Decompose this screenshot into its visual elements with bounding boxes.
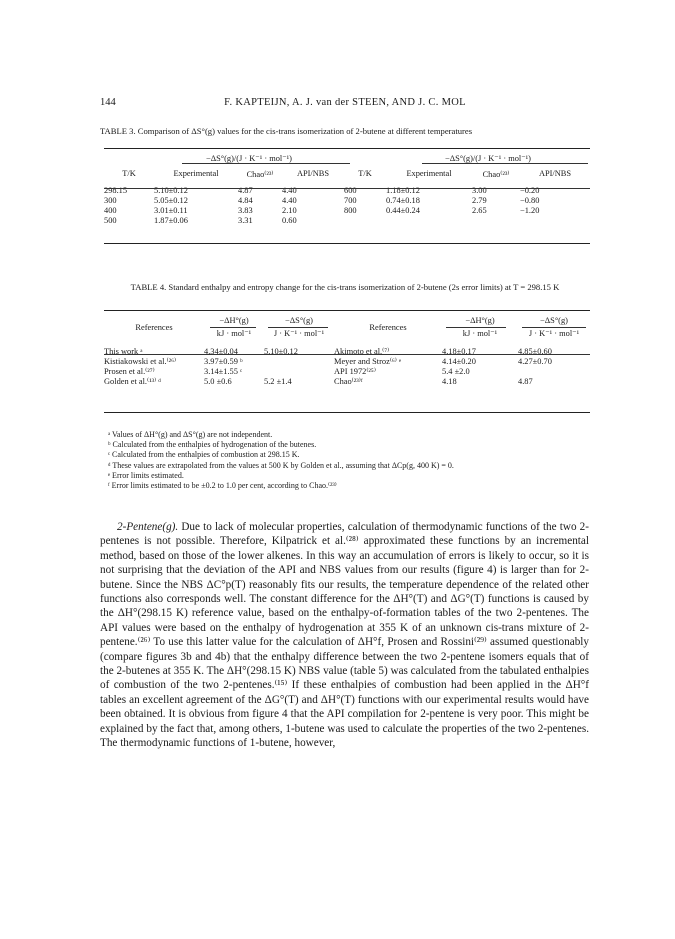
table3-header-rule	[104, 188, 590, 189]
cell: 4.14±0.20	[442, 357, 476, 366]
table4-col-references-2: References	[369, 322, 407, 332]
table4-footnotes	[108, 430, 588, 491]
cell: 300	[104, 196, 117, 205]
cell: This work ᵃ	[104, 347, 143, 356]
cell: 5.10±0.12	[264, 347, 298, 356]
cell	[472, 216, 520, 226]
cell: −0.20	[520, 186, 540, 195]
cell: 500	[104, 216, 117, 225]
table3-col-experimental-2: Experimental	[406, 169, 452, 178]
table3-group-header-right: −ΔS°(g)/(J · K⁻¹ · mol⁻¹)	[445, 154, 531, 163]
table4-header-rule	[104, 354, 590, 355]
cell: 3.31	[238, 216, 253, 225]
table4-dh-rule	[210, 327, 256, 328]
cell: Chao⁽²³⁾ᶠ	[334, 377, 363, 386]
table4-ds-rule	[268, 327, 328, 328]
cell: 4.34±0.04	[204, 347, 238, 356]
cell	[520, 216, 590, 226]
cell: 2.65	[472, 206, 487, 215]
cell	[264, 367, 334, 377]
section-heading: 2-Pentene(g).	[117, 521, 179, 533]
cell: Golden et al.⁽¹³⁾ ᵈ	[104, 377, 161, 386]
cell: 4.27±0.70	[518, 357, 552, 366]
cell: 298.15	[104, 186, 128, 195]
cell: 400	[104, 206, 117, 215]
table-row	[104, 357, 590, 367]
table4-caption: TABLE 4. Standard enthalpy and entropy change for the cis-trans isomerization of 2-butene (2s error limits) at T = 298.15 K	[130, 282, 560, 292]
page-number: 144	[100, 97, 116, 108]
table3-caption: TABLE 3. Comparison of ΔS°(g) values for the cis-trans isomerization of 2-butene at different temperatures	[100, 126, 473, 136]
table4-top-rule	[104, 310, 590, 311]
table4-ds-rule-2	[522, 327, 586, 328]
table4	[104, 316, 590, 387]
table3-col-t: T/K	[122, 169, 136, 178]
table3-group-rule-right	[422, 163, 588, 164]
table3-col-experimental: Experimental	[173, 169, 219, 178]
footnote: ᶜ Calculated from the enthalpies of combustion at 298.15 K.	[108, 450, 300, 460]
cell: −1.20	[520, 206, 540, 215]
footnote: ᶠ Error limits estimated to be ±0.2 to 1.0 per cent, according to Chao.⁽²³⁾	[108, 481, 337, 491]
table4-col-dh-unit: kJ · mol⁻¹	[216, 329, 252, 338]
cell: 0.60	[282, 216, 297, 225]
cell: 1.87±0.06	[154, 216, 188, 225]
table4-col-dh: −ΔH°(g)	[219, 316, 249, 325]
table4-col-ds: −ΔS°(g)	[285, 316, 313, 325]
footnote: ᵈ These values are extrapolated from the values at 500 K by Golden et al., assuming that ΔCp(g, 400 K) = 0.	[108, 460, 454, 470]
cell: Akimoto et al.⁽⁷⁾	[334, 347, 390, 356]
cell: Meyer and Stroz⁽⁶⁾ ᵉ	[334, 357, 402, 366]
cell: 0.44±0.24	[386, 206, 420, 215]
cell: 3.97±0.59 ᵇ	[204, 357, 243, 366]
cell: 1.18±0.12	[386, 186, 420, 195]
cell: 3.00	[472, 186, 487, 195]
table4-col-dh-unit-2: kJ · mol⁻¹	[462, 329, 498, 338]
table-row	[104, 347, 590, 357]
table-row	[104, 367, 590, 377]
table3-group-header-left: −ΔS°(g)/(J · K⁻¹ · mol⁻¹)	[206, 154, 292, 163]
table-row	[104, 377, 590, 387]
table4-col-ds-unit-2: J · K⁻¹ · mol⁻¹	[528, 329, 580, 338]
cell: 4.40	[282, 186, 297, 195]
table3-col-api: API/NBS	[296, 169, 330, 178]
table3-col-api-2: API/NBS	[538, 169, 572, 178]
table3-col-t-2: T/K	[358, 169, 372, 178]
cell: 4.18±0.17	[442, 347, 476, 356]
cell	[264, 357, 334, 367]
cell: 2.10	[282, 206, 297, 215]
cell: 3.01±0.11	[154, 206, 188, 215]
cell: 2.79	[472, 196, 487, 205]
cell: 4.87	[238, 186, 253, 195]
cell: 3.83	[238, 206, 253, 215]
cell: API 1972⁽²⁵⁾	[334, 367, 376, 376]
cell: 800	[344, 206, 357, 215]
table-row	[104, 206, 590, 216]
cell: 4.85±0.60	[518, 347, 552, 356]
table3-col-chao: Chao⁽²³⁾	[246, 170, 274, 179]
cell: 5.05±0.12	[154, 196, 188, 205]
footnote: ᵉ Error limits estimated.	[108, 470, 184, 480]
cell: 3.14±1.55 ᶜ	[204, 367, 243, 376]
table-row	[104, 196, 590, 206]
cell: 4.18	[442, 377, 457, 386]
table3-group-rule-left	[182, 163, 350, 164]
table3-bottom-rule	[104, 243, 590, 244]
table4-dh-rule-2	[446, 327, 506, 328]
body-paragraph	[100, 520, 589, 751]
cell: 5.0 ±0.6	[204, 377, 232, 386]
footnote: ᵃ Values of ΔH°(g) and ΔS°(g) are not independent.	[108, 430, 273, 439]
table4-col-dh-2: −ΔH°(g)	[465, 316, 495, 325]
cell: 5.10±0.12	[154, 186, 188, 195]
cell: 4.40	[282, 196, 297, 205]
running-head: F. KAPTEIJN, A. J. van der STEEN, AND J. C. MOL	[224, 97, 466, 108]
paragraph-text: Due to lack of molecular properties, calculation of thermodynamic functions of the two 2-pentenes is not possible. Therefore, Kilpatrick et al.⁽²⁸⁾ approximated these functions by an incremental method, based on those of the lower alkenes. In this way an accumulation of errors is likely to occur, so it is not surprising that the deviation of the API and NBS values from our results (figure 4) is larger than for 2-butene. Since the NBS ΔC°p(T) reasonably fits our results, the temperature dependence of the related other functions also corresponds well. The constant difference for the ΔH°(T) and ΔG°(T) functions is caused by the ΔH°(298.15 K) reference value, based on the enthalpy-of-formation tables of the two 2-pentenes. The API values were based on the enthalpy of hydrogenation at 355 K of an unknown cis-trans mixture of 2-pentene.⁽²⁶⁾ To use this latter value for the calculation of ΔH°f, Prosen and Rossini⁽²⁹⁾ assumed questionably (compare figures 3b and 4b) that the enthalpy difference between the two 2-pentene isomers equals that of the 2-butenes at 355 K. The ΔH°(298.15 K) NBS value (table 5) was calculated from the tabulated enthalpies of combustion of the two 2-pentenes.⁽¹⁵⁾ If these enthalpies of combustion had been applied in the ΔH°f tables an excellent agreement of the ΔG°(T) and ΔH°(T) functions with our experimental results would have been obtained. It is obvious from figure 4 that the API compilation for 2-pentene is very poor. This might be explained by the fact that, among others, 1-butene was used to calculate the properties of the two 2-pentenes. The thermodynamic functions of 1-butene, however,	[100, 521, 589, 750]
cell: Prosen et al.⁽²⁷⁾	[104, 367, 155, 376]
table4-bottom-rule	[104, 412, 590, 413]
cell: 5.2 ±1.4	[264, 377, 292, 386]
footnote: ᵇ Calculated from the enthalpies of hydrogenation of the butenes.	[108, 440, 317, 450]
table4-col-ds-2: −ΔS°(g)	[540, 316, 568, 325]
table3-col-chao-2: Chao⁽²³⁾	[482, 170, 510, 179]
table4-col-references: References	[135, 322, 173, 332]
cell	[344, 216, 386, 226]
table3-top-rule	[104, 148, 590, 149]
cell: 5.4 ±2.0	[442, 367, 470, 376]
cell: Kistiakowski et al.⁽²⁶⁾	[104, 357, 177, 366]
cell: −0.80	[520, 196, 540, 205]
cell	[386, 216, 472, 226]
cell: 4.84	[238, 196, 253, 205]
cell: 600	[344, 186, 357, 195]
cell: 0.74±0.18	[386, 196, 420, 205]
table4-col-ds-unit: J · K⁻¹ · mol⁻¹	[273, 329, 325, 338]
cell: 700	[344, 196, 357, 205]
cell: 4.87	[518, 377, 533, 386]
cell	[518, 367, 590, 377]
table-row	[104, 216, 590, 226]
